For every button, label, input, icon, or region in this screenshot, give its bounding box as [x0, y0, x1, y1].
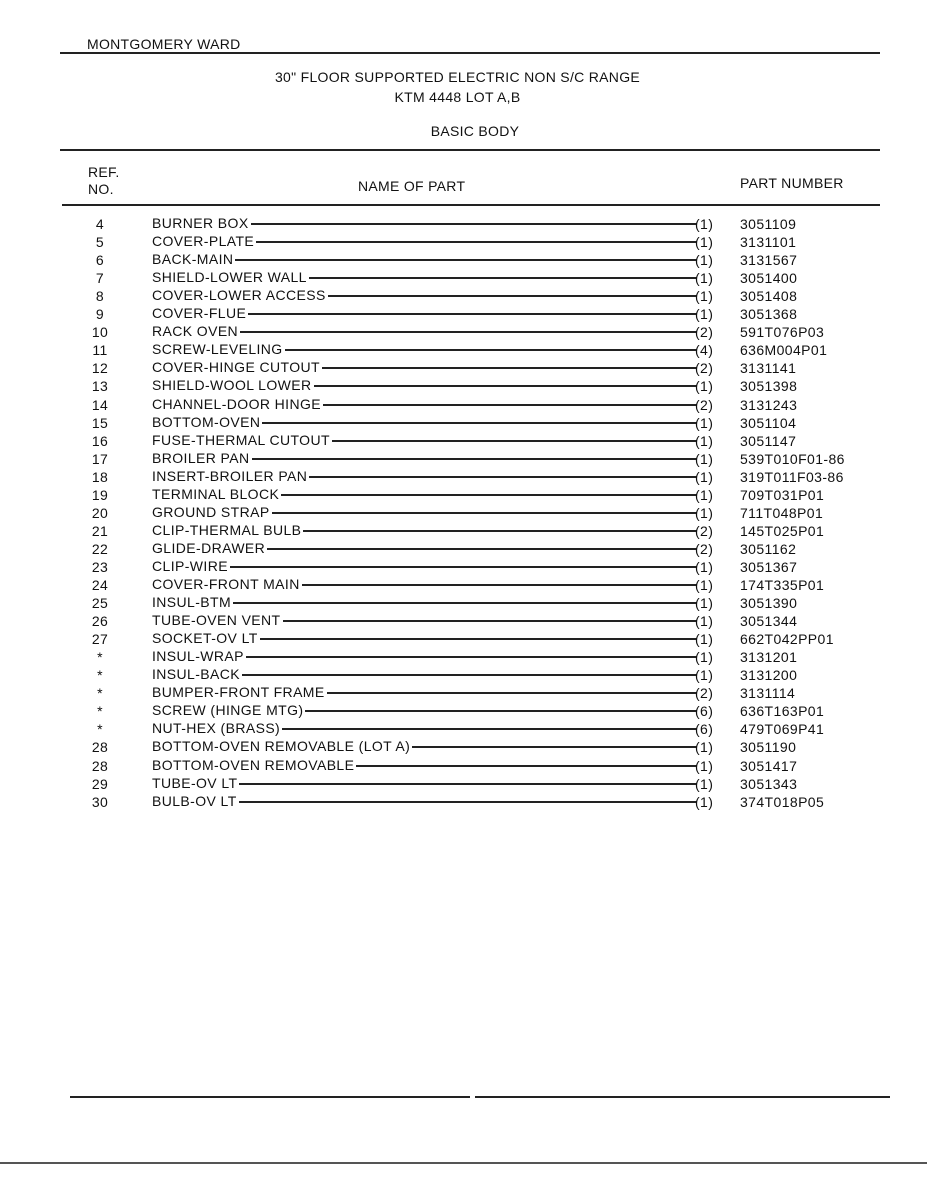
- quantity: (6): [695, 721, 714, 738]
- column-ref-label: REF.: [88, 164, 120, 180]
- part-name: FUSE-THERMAL CUTOUT: [152, 431, 330, 448]
- part-name: COVER-FRONT MAIN: [152, 576, 300, 592]
- quantity: (1): [695, 504, 714, 521]
- part-number: 145T025P01: [740, 522, 825, 539]
- page-bottom-edge: [0, 1162, 927, 1164]
- ref-number: 27: [91, 631, 109, 648]
- part-name: INSERT-BROILER PAN: [152, 467, 308, 484]
- leader-line: [285, 349, 697, 351]
- ref-number: 19: [91, 486, 109, 503]
- leader-line: [267, 548, 697, 550]
- part-name-cell: [152, 214, 697, 232]
- part-name: BUMPER-FRONT FRAME: [152, 684, 325, 701]
- part-name-cell: [152, 629, 697, 647]
- ref-number: 26: [91, 613, 109, 630]
- part-name: SHIELD-LOWER WALL: [152, 269, 307, 286]
- ref-number: *: [97, 667, 103, 684]
- table-header-rule: [62, 204, 880, 206]
- ref-number: 5: [95, 234, 105, 251]
- ref-number: *: [97, 649, 103, 666]
- quantity: (1): [695, 378, 714, 395]
- leader-line: [260, 638, 697, 640]
- ref-number: 7: [95, 270, 105, 287]
- ref-number: 28: [91, 757, 109, 774]
- leader-line: [272, 512, 697, 514]
- part-name-cell: [152, 250, 697, 268]
- quantity: (1): [695, 613, 714, 630]
- quantity: (1): [695, 739, 714, 756]
- quantity: (2): [695, 685, 714, 702]
- ref-number: 15: [91, 414, 109, 431]
- part-number: 3051343: [740, 775, 798, 792]
- part-name: INSUL-WRAP: [152, 648, 244, 665]
- document-title: 30" FLOOR SUPPORTED ELECTRIC NON S/C RANGE: [274, 69, 641, 85]
- part-name-cell: [152, 358, 697, 376]
- part-name: INSUL-BACK: [152, 666, 241, 683]
- leader-line: [230, 566, 697, 568]
- part-name-cell: [152, 665, 697, 683]
- part-name-cell: [152, 683, 697, 701]
- footer-rule-right: [475, 1096, 890, 1098]
- part-number: 374T018P05: [740, 793, 825, 810]
- ref-number: 11: [92, 342, 108, 359]
- quantity: (1): [695, 306, 714, 323]
- part-number: 3051190: [740, 739, 797, 756]
- part-number: 3051367: [740, 558, 798, 575]
- part-name: CLIP-THERMAL BULB: [152, 521, 302, 538]
- quantity: (1): [695, 432, 714, 449]
- part-number: 3051390: [740, 595, 798, 612]
- part-number: 3131243: [740, 396, 798, 413]
- column-name-label: NAME OF PART: [358, 178, 466, 194]
- quantity: (1): [695, 649, 714, 666]
- footer-rule-left: [70, 1096, 470, 1098]
- part-number: 3051417: [740, 757, 798, 774]
- leader-line: [323, 404, 697, 406]
- part-number: 3131567: [740, 252, 798, 269]
- table-row: [80, 794, 880, 812]
- ref-number: 21: [91, 522, 109, 539]
- leader-line: [314, 385, 697, 387]
- part-number: 3131101: [740, 234, 797, 251]
- part-number: 636T163P01: [740, 703, 825, 720]
- leader-line: [242, 674, 697, 676]
- part-name-cell: [152, 413, 697, 431]
- leader-line: [356, 765, 697, 767]
- quantity: (2): [695, 396, 714, 413]
- ref-number: *: [97, 685, 103, 702]
- part-name-cell: [152, 539, 697, 557]
- part-number: 3051408: [740, 288, 798, 305]
- leader-line: [246, 656, 697, 658]
- part-name: TUBE-OVEN VENT: [152, 612, 281, 629]
- leader-line: [332, 440, 697, 442]
- part-name: BOTTOM-OVEN REMOVABLE: [152, 756, 355, 773]
- leader-line: [305, 710, 697, 712]
- leader-line: [303, 530, 697, 532]
- part-name-cell: [152, 322, 697, 340]
- leader-line: [252, 458, 698, 460]
- part-number: 3051162: [740, 540, 797, 557]
- part-name: GLIDE-DRAWER: [152, 539, 266, 556]
- part-name-cell: [152, 737, 697, 755]
- ref-number: *: [97, 703, 103, 720]
- quantity: (2): [695, 324, 714, 341]
- part-name: BACK-MAIN: [152, 251, 234, 268]
- part-name-cell: [152, 376, 697, 394]
- part-name: SOCKET-OV LT: [152, 630, 258, 647]
- part-number: 3051368: [740, 306, 798, 323]
- ref-number: 29: [91, 775, 109, 792]
- leader-line: [283, 620, 697, 622]
- part-name: COVER-FLUE: [152, 305, 247, 322]
- leader-line: [251, 223, 697, 225]
- part-name-cell: [152, 395, 697, 413]
- part-name-cell: [152, 701, 697, 719]
- quantity: (1): [695, 288, 714, 305]
- part-number: 3051109: [740, 216, 797, 232]
- ref-number: 28: [91, 739, 109, 756]
- part-number: 3131114: [740, 685, 796, 702]
- quantity: (1): [695, 757, 714, 774]
- quantity: (1): [695, 631, 714, 648]
- part-name-cell: [152, 485, 697, 503]
- column-part-number-label: PART NUMBER: [740, 175, 844, 191]
- quantity: (1): [695, 450, 714, 467]
- part-number: 3051398: [740, 378, 798, 395]
- part-number: 479T069P41: [740, 721, 825, 738]
- leader-line: [281, 494, 697, 496]
- part-name: BULB-OV LT: [152, 792, 237, 809]
- part-name-cell: [152, 792, 697, 810]
- leader-line: [412, 746, 697, 748]
- part-name: NUT-HEX (BRASS): [152, 720, 281, 737]
- ref-number: 10: [91, 324, 109, 341]
- part-name: COVER-HINGE CUTOUT: [152, 359, 320, 376]
- quantity: (1): [695, 667, 714, 684]
- leader-line: [233, 602, 697, 604]
- ref-number: 20: [91, 504, 109, 521]
- quantity: (1): [695, 216, 714, 232]
- part-name: BOTTOM-OVEN: [152, 413, 261, 430]
- ref-number: 12: [91, 360, 109, 377]
- part-name-cell: [152, 340, 697, 358]
- quantity: (1): [695, 793, 714, 810]
- part-name-cell: [152, 756, 697, 774]
- quantity: (6): [695, 703, 714, 720]
- ref-number: *: [97, 721, 103, 738]
- leader-line: [309, 277, 697, 279]
- part-name-cell: [152, 557, 697, 575]
- part-name-cell: [152, 286, 697, 304]
- part-name: COVER-PLATE: [152, 233, 255, 250]
- part-number: 709T031P01: [740, 486, 825, 503]
- part-name-cell: [152, 431, 697, 449]
- part-name-cell: [152, 232, 697, 250]
- leader-line: [282, 728, 697, 730]
- ref-number: 8: [95, 288, 105, 305]
- part-name: CLIP-WIRE: [152, 557, 228, 574]
- part-name-cell: [152, 611, 697, 629]
- ref-number: 14: [91, 396, 109, 413]
- quantity: (1): [695, 558, 714, 575]
- ref-number: 16: [91, 432, 109, 449]
- leader-line: [302, 584, 697, 586]
- leader-line: [327, 692, 697, 694]
- part-name: BROILER PAN: [152, 449, 250, 466]
- part-number: 3051400: [740, 270, 798, 287]
- ref-number: 23: [91, 558, 109, 575]
- part-name-cell: [152, 719, 697, 737]
- ref-number: 30: [91, 793, 109, 810]
- leader-line: [239, 801, 697, 803]
- part-name: CHANNEL-DOOR HINGE: [152, 395, 321, 412]
- part-name: SCREW (HINGE MTG): [152, 702, 304, 719]
- ref-number: 4: [95, 216, 105, 232]
- part-name-cell: [152, 575, 697, 593]
- quantity: (2): [695, 540, 714, 557]
- header-rule: [60, 52, 880, 54]
- part-name-cell: [152, 593, 697, 611]
- part-name: BURNER BOX: [152, 215, 249, 231]
- quantity: (1): [695, 486, 714, 503]
- quantity: (1): [695, 468, 714, 485]
- quantity: (1): [695, 252, 714, 269]
- ref-number: 24: [91, 577, 109, 593]
- leader-line: [309, 476, 697, 478]
- part-name-cell: [152, 268, 697, 286]
- leader-line: [239, 783, 697, 785]
- part-number: 711T048P01: [740, 504, 824, 521]
- quantity: (1): [695, 577, 714, 593]
- ref-number: 22: [91, 540, 109, 557]
- leader-line: [256, 241, 697, 243]
- part-name-cell: [152, 503, 697, 521]
- part-name: SCREW-LEVELING: [152, 341, 283, 358]
- section-rule: [60, 149, 880, 151]
- leader-line: [240, 331, 697, 333]
- quantity: (1): [695, 270, 714, 287]
- part-name-cell: [152, 774, 697, 792]
- part-number: 174T335P01: [740, 577, 825, 593]
- part-number: 662T042PP01: [740, 631, 834, 648]
- leader-line: [328, 295, 697, 297]
- part-name: INSUL-BTM: [152, 594, 232, 611]
- leader-line: [248, 313, 697, 315]
- part-number: 539T010F01-86: [740, 450, 845, 467]
- part-number: 591T076P03: [740, 324, 825, 341]
- company-name: MONTGOMERY WARD: [87, 36, 241, 52]
- part-name: TERMINAL BLOCK: [152, 485, 280, 502]
- part-number: 3051344: [740, 613, 798, 630]
- column-no-label: NO.: [88, 181, 114, 197]
- part-number: 3051104: [740, 414, 797, 431]
- part-name-cell: [152, 647, 697, 665]
- quantity: (1): [695, 775, 714, 792]
- quantity: (2): [695, 522, 714, 539]
- leader-line: [322, 367, 697, 369]
- part-number: 319T011F03-86: [740, 468, 844, 485]
- part-number: 3131201: [740, 649, 798, 666]
- part-number: 3051147: [740, 432, 797, 449]
- part-name: BOTTOM-OVEN REMOVABLE (LOT A): [152, 738, 411, 755]
- part-name-cell: [152, 467, 697, 485]
- ref-number: 13: [91, 378, 109, 395]
- part-number: 636M004P01: [740, 342, 828, 359]
- part-number: 3131200: [740, 667, 798, 684]
- ref-number: 9: [95, 306, 105, 323]
- quantity: (1): [695, 595, 714, 612]
- quantity: (1): [695, 414, 714, 431]
- ref-number: 25: [91, 595, 109, 612]
- section-title: BASIC BODY: [430, 123, 520, 139]
- part-name: TUBE-OV LT: [152, 774, 238, 791]
- part-name: RACK OVEN: [152, 323, 239, 340]
- part-name-cell: [152, 304, 697, 322]
- quantity: (1): [695, 234, 714, 251]
- quantity: (2): [695, 360, 714, 377]
- leader-line: [235, 259, 697, 261]
- part-name: SHIELD-WOOL LOWER: [152, 377, 312, 394]
- part-name-cell: [152, 449, 697, 467]
- ref-number: 6: [95, 252, 105, 269]
- ref-number: 18: [91, 468, 109, 485]
- quantity: (4): [695, 342, 714, 359]
- model-number: KTM 4448 LOT A,B: [394, 89, 521, 105]
- part-name-cell: [152, 521, 697, 539]
- part-name: COVER-LOWER ACCESS: [152, 287, 326, 304]
- part-name: GROUND STRAP: [152, 503, 270, 520]
- ref-number: 17: [91, 450, 109, 467]
- part-number: 3131141: [740, 360, 797, 377]
- leader-line: [262, 422, 697, 424]
